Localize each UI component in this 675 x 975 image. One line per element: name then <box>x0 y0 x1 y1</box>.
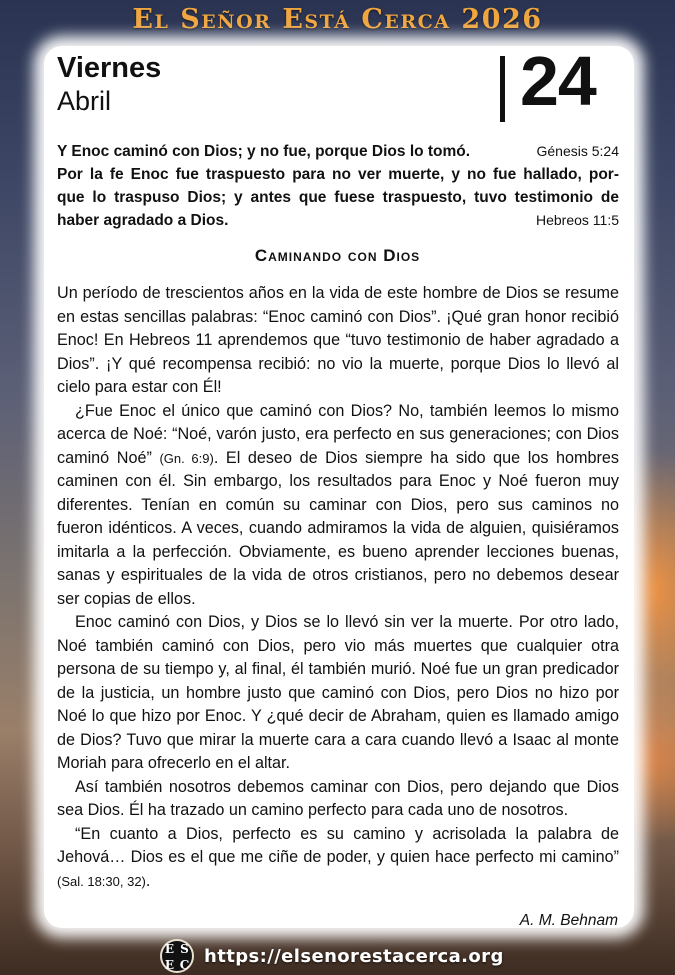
verse-1 <box>57 140 619 163</box>
verse-2-line-2: que lo traspuso Dios; y antes que fuese traspuesto, tuvo testimonio de <box>57 189 619 206</box>
logo-letter-2: S <box>180 942 189 956</box>
verse-2-line-1: Por la fe Enoc fue traspuesto para no ver muerte, y no fue hallado, por- <box>57 166 619 183</box>
paragraph-2-reference: (Gn. 6:9) <box>159 450 214 466</box>
paragraph-2-text-b: . El deseo de Dios siempre ha sido que los hombres caminen con él. Sin embargo, los resultados para Enoc y Noé fueron muy diferentes. Tenían en común su caminar con Dios, pero sus caminos no fueron idénticos. A veces, cuando admiramos la vida de alguien, quisiéramos imitarla a la perfección. Obviamente, es bueno aprender lecciones buenas, sanas y espirituales de la vida de otros cristianos, pero no debemos desear ser copias de ellos. <box>57 448 620 608</box>
paragraph-1: Un período de trescientos años en la vida de este hombre de Dios se resume en estas sencillas palabras: “Enoc caminó con Dios”. ¡Qué gran honor recibió Enoc! En Hebreos 11 aprendemos que “tuvo testimonio de haber agradado a Dios”. ¡Y qué recompensa recibió: no vio la muerte, porque Dios lo llevó al cielo para estar con Él! <box>57 284 619 396</box>
paragraph-5-reference: (Sal. 18:30, 32) <box>57 873 146 889</box>
logo-letter-4: C <box>179 958 190 972</box>
paragraph-5 <box>57 823 619 894</box>
paragraph-5-text-b: . <box>145 871 151 890</box>
verse-1-reference: Génesis 5:24 <box>536 143 619 159</box>
reading-body <box>57 282 619 893</box>
verse-block <box>57 140 619 232</box>
paragraph-2-text-a: ¿Fue Enoc el único que caminó con Dios? No, también leemos lo mismo acerca de Noé: “Noé, varón justo, era perfecto en sus generaciones; con Dios caminó Noé” <box>57 401 619 467</box>
footer <box>160 938 504 974</box>
verse-2-text-end: haber agradado a Dios. <box>57 212 229 229</box>
reading-title: Caminando con Dios <box>254 246 421 265</box>
publication-title: El Señor Está Cerca 2026 <box>132 4 543 35</box>
website-link[interactable]: https://elsenorestacerca.org <box>204 945 504 967</box>
verse-1-text: Y Enoc caminó con Dios; y no fue, porque Dios lo tomó. <box>57 143 471 160</box>
esec-logo-icon <box>160 939 194 973</box>
date-divider <box>500 56 505 122</box>
logo-letter-1: E <box>164 942 175 956</box>
paragraph-5-text-a: “En cuanto a Dios, perfecto es su camino y acrisolada la palabra de Jehová… Dios es el que me ciñe de poder, y quien hace perfecto mi camino” <box>57 824 619 866</box>
author-name: A. M. Behnam <box>519 912 618 929</box>
verse-2-line-3 <box>57 209 619 232</box>
paragraph-3: Enoc caminó con Dios, y Dios se lo llevó sin ver la muerte. Por otro lado, Noé también caminó con Dios, pero vio más muertes que cualquier otra persona de su tiempo y, al final, él también murió. Noé fue un gran predicador de la justicia, un hombre justo que caminó con Dios, pero Dios no hizo por Noé lo que hizo por Enoc. Y ¿qué decir de Abraham, quien es llamado amigo de Dios? Tuvo que mirar la muerte cara a cara cuando llevó a Isaac al monte Moriah para ofrecerlo en el altar. <box>57 613 619 772</box>
paragraph-4: Así también nosotros debemos caminar con Dios, pero dejando que Dios sea Dios. Él ha trazado un camino perfecto para cada uno de nosotros. <box>57 777 619 819</box>
logo-letter-3: E <box>164 958 175 972</box>
month-label: Abril <box>57 86 112 116</box>
day-number: 24 <box>520 42 596 120</box>
weekday-label: Viernes <box>57 52 162 84</box>
verse-2-reference: Hebreos 11:5 <box>535 212 619 228</box>
paragraph-2 <box>57 400 619 612</box>
